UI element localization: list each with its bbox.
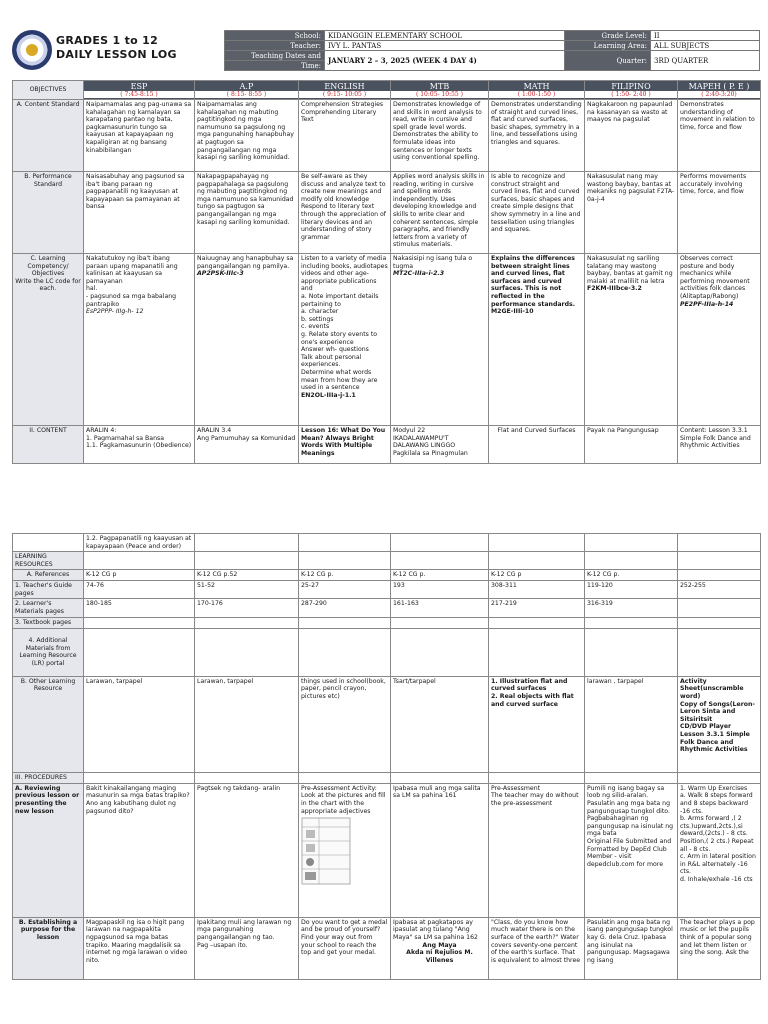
cell: 287-290 [299,599,391,618]
area-value: ALL SUBJECTS [651,41,760,51]
quarter-label: Quarter: [565,51,651,71]
quarter-value: 3RD QUARTER [651,51,760,71]
cell [585,628,678,676]
cell: Demonstrates knowledge of and skills in word analysis to read, write in cursive and spell grade level words. Demonstrates the ability to formulate ideas into sentences or longer texts using conventional spelling. [391,100,489,172]
title-line-1: GRADES 1 to 12 [56,34,159,47]
cell: 316-319 [585,599,678,618]
dates-value: JANUARY 2 – 3, 2025 (WEEK 4 DAY 4) [325,51,565,71]
cell: Ipakitang muli ang larawan ng mga pangunahing pangangailangan ng tao. Pag –usapan ito. [195,917,299,979]
school-label: School: [225,31,325,41]
cell: Comprehension Strategies Comprehending Literary Text [299,100,391,172]
cell: Payak na Pangungusap [585,426,678,464]
cell: Content: Lesson 3.3.1 Simple Folk Dance and Rhythmic Activities [678,426,761,464]
additional-materials-label: 4. Additional Materials from Learning Resource (LR) portal [13,628,84,676]
cell: Ipabasa at pagkatapos ay ipasulat ang tulang "Ang Maya" sa LM sa pahina 162 Ang Maya Akda ni Rejulios M. Villenes [391,917,489,979]
cell [585,772,678,783]
other-resources-label: B. Other Learning Resource [13,676,84,772]
cell [195,618,299,629]
cell: Lesson 16: What Do You Mean? Always Bright Words With Multiple Meanings [299,426,391,464]
col-head-math: MATH ( 1:00-1:50 ) [489,81,585,100]
cell: 170-176 [195,599,299,618]
learners-materials-label: 2. Learner's Materials pages [13,599,84,618]
cell: Larawan, tarpapel [84,676,195,772]
cell: Pre-Assessment The teacher may do without the pre-assessment [489,783,585,917]
cell [678,552,761,570]
cell [391,534,489,552]
teacher-label: Teacher: [225,41,325,51]
cell: Be self-aware as they discuss and analyze text to create new meanings and modify old knowledge Respond to literary text through the appreciation of literary devices and an understanding of story grammar [299,172,391,254]
cell: Magpapaskil ng isa o higit pang larawan na nagpapakita ngpagsunod sa mga batas trapiko. Maaring magdalisik sa internet ng mga larawan o video nito. [84,917,195,979]
dates-label: Teaching Dates and [225,51,325,61]
col-head-mapeh: MAPEH ( P. E ) ( 2:40-3:20) [678,81,761,100]
poem-author: Akda ni Rejulios M. Villenes [406,949,473,964]
cell: Pre-Assessment Activity: Look at the pictures and fill in the chart with the appropriate adjectives [299,783,391,917]
cell [585,534,678,552]
cell: Performs movements accurately involving time, force, and flow [678,172,761,254]
cell: Larawan, tarpapel [195,676,299,772]
cell: Pasulatin ang mga bata ng isang pangungusap tungkol kay G. dela Cruz. Ipabasa ang isinulat na pangungusap. Magsagawa ng isang [585,917,678,979]
cell [678,534,761,552]
cell [391,618,489,629]
cell: Nakasisipi ng isang tula o tugma MT2C-IIIa-i-2.3 [391,254,489,426]
cell: Nakasusulat ng sariling talatang may wastong baybay, bantas at gamit ng malaki at maliliit na letra F2KM-IIIbce-3.2 [585,254,678,426]
cell: Nagkakaroon ng papaunlad na kasanayan sa wasto at maayos na pagsulat [585,100,678,172]
header-info-table [224,30,760,71]
lesson-table-page-2 [12,533,761,980]
cell [299,552,391,570]
cell: 119-120 [585,580,678,598]
cell: Demonstrates understanding of straight and curved lines, flat and curved surfaces, basic shapes, symmetry in a line, and tessellations using triangles and squares. [489,100,585,172]
references-label: A. References [13,570,84,581]
cell [299,628,391,676]
teacher-value: IVY L. PANTAS [325,41,565,51]
textbook-pages-label: 3. Textbook pages [13,618,84,629]
cell [585,618,678,629]
cell: Nakasusulat nang may wastong baybay, bantas at mekaniks ng pagsulat F2TA-0a-j-4 [585,172,678,254]
learning-resources-label: LEARNING RESOURCES [13,552,84,570]
cell [489,628,585,676]
cell: The teacher plays a pop music or let the pupils think of a popular song and let them listen or sing the song. Ask the [678,917,761,979]
cell: K-12 CG p.52 [195,570,299,581]
cell [391,628,489,676]
cell: K-12 CG p. [299,570,391,581]
cell [585,552,678,570]
cell: Flat and Curved Surfaces [489,426,585,464]
cell [84,772,195,783]
row-label-learning-competency [13,254,84,426]
lesson-table-page-1 [12,80,761,464]
cell: larawan , tarpapel [585,676,678,772]
adjectives-chart-image [301,817,351,885]
cell [678,628,761,676]
cell: 1. Warm Up Exercises a. Walk 8 steps forward and 8 steps backward -16 cts. b. Arms forward ,( 2 cts.)upward,2cts.),si deward,(2cts.) - 8 cts. Position,( 2 cts.) Repeat all - 8 cts. c. Arm in lateral position in R&L alternately -16 cts. d. Inhale/exhale -16 cts [678,783,761,917]
objectives-heading: OBJECTIVES [13,81,84,100]
cell [678,772,761,783]
page-title [56,34,177,62]
cell [489,772,585,783]
col-head-english: ENGLISH ( 9:15- 10:05 ) [299,81,391,100]
cell: Naiuugnay ang hanapbuhay sa pangangailangan ng pamilya. AP2PSK-IIIc-3 [195,254,299,426]
cell [195,628,299,676]
cell: Observes correct posture and body mechanics while performing movement activities folk dances (Alitaptap/Rabong) PE2PF-IIIa-h-14 [678,254,761,426]
cell: K-12 CG p [489,570,585,581]
teachers-guide-label: 1. Teacher's Guide pages [13,580,84,598]
cell [391,552,489,570]
cell: 217-219 [489,599,585,618]
cell [489,534,585,552]
cell [13,534,84,552]
col-head-esp: ESP ( 7:45-8:15 ) [84,81,195,100]
lc-label: C. Learning Competency/ Objectives [27,255,69,278]
cell [489,618,585,629]
cell: 1.2. Pagpapanatili ng kaayusan at kapayapaan (Peace and order) [84,534,195,552]
cell [195,534,299,552]
cell: Explains the differences between straight lines and curved lines, flat surfaces and curved surfaces. This is not reflected in the performance standards. M2GE-IIIi-10 [489,254,585,426]
cell: ARALIN 4: 1. Pagmamahal sa Bansa 1.1. Pagkamasunurin (Obedience) [84,426,195,464]
cell: Pumili ng isang bagay sa loob ng silid-aralan. Pasulatin ang mga bata ng pangungusap tungkol dito. Pagbabahaginan ng pangungusap na isinulat ng mga bata Original File Submitted and Formatted by DepEd Club Member - visit depedclub.com for more [585,783,678,917]
title-line-2: DAILY LESSON LOG [56,48,177,61]
cell: 180-185 [84,599,195,618]
cell: 74-76 [84,580,195,598]
cell [678,570,761,581]
cell: Is able to recognize and construct straight and curved lines, flat and curved surfaces, basic shapes and create simple designs that show symmetry in a line and tessellation using triangles and squares. [489,172,585,254]
cell: Modyul 22 IKADALAWAMPU'T DALAWANG LINGGO Pagkilala sa Pinagmulan [391,426,489,464]
procedures-label: III. PROCEDURES [13,772,84,783]
cell: Do you want to get a medal and be proud of yourself? Find your way out from your school to reach the top and get your medal. [299,917,391,979]
area-label: Learning Area: [565,41,651,51]
cell [84,618,195,629]
time-label: Time: [225,61,325,71]
cell: 25-27 [299,580,391,598]
row-label-performance-standard: B. Performance Standard [13,172,84,254]
cell: 252-255 [678,580,761,598]
cell: Nakapagpapahayag ng pagpapahalaga sa pagsulong ng mabuting pagtitingkod ng mga namumuno sa kamunidad tungo sa pagtugon sa pangangailangan ng mga kasapi ng sariling komunidad. [195,172,299,254]
cell [489,552,585,570]
grade-label: Grade Level: [565,31,651,41]
reviewing-label: A. Reviewing previous lesson or presenting the new lesson [13,783,84,917]
poem-title: Ang Maya [422,941,457,949]
cell: Naipamamalas ang kahalagahan ng mabuting pagtitingkod ng mga namumuno sa pagsulong ng mga pangunahing hanapbuhay at pagtugon sa pangangailangan ng mga kasapi ng sariling komunidad. [195,100,299,172]
col-head-filipino: FILIPINO ( 1:50- 2:40 ) [585,81,678,100]
cell [391,772,489,783]
cell: Bakit kinakailangang maging masunurin sa mga batas trapiko? Ano ang kabutihang dulot ng pagsunod dito? [84,783,195,917]
deped-seal-icon [12,30,52,70]
cell: 1. Illustration flat and curved surfaces 2. Real objects with flat and curved surface [489,676,585,772]
cell: 161-163 [391,599,489,618]
cell [299,618,391,629]
cell: Tsart/tarpapel [391,676,489,772]
col-head-mtb: MTB ( 10:05- 10:55 ) [391,81,489,100]
cell [678,599,761,618]
grade-value: II [651,31,760,41]
col-head-ap: A.P ( 8:15- 8:55 ) [195,81,299,100]
cell: Nakatutukoy ng iba't ibang paraan upang mapanatili ang kalinisan at kaayusan sa pamayanan hal. - pagsunod sa mga babalang pantrapiko EsP2PPP- IIIg-h- 12 [84,254,195,426]
school-value: KIDANGGIN ELEMENTARY SCHOOL [325,31,565,41]
cell: Activity Sheet(unscramble word) Copy of Songs(Leron-Leron Sinta and Sitsiritsit CD/DVD Player Lesson 3.3.1 Simple Folk Dance and Rhythmic Activities [678,676,761,772]
header [12,30,760,70]
cell: "Class, do you know how much water there is on the surface of the earth?" Water covers seventy-one percent of the earth's surface. That is equivalent to almost three [489,917,585,979]
cell: Naisasabuhay ang pagsunod sa iba't ibang paraan ng pagpapanatili ng kaayusan at kapayapaan sa pamayanan at bansa [84,172,195,254]
cell: K-12 CG p [84,570,195,581]
cell: Demonstrates understanding of movement in relation to time, force and flow [678,100,761,172]
cell: Pagtsek ng takdang- aralin [195,783,299,917]
cell: 193 [391,580,489,598]
cell: things used in school(book, paper, pencil crayon, pictures etc) [299,676,391,772]
cell: Applies word analysis skills in reading, writing in cursive and spelling words independently. Uses developing knowledge and skills to write clear and coherent sentences, simple paragraphs, and friendly letters from a variety of stimulus materials. [391,172,489,254]
row-label-content: II. CONTENT [13,426,84,464]
row-label-content-standard: A. Content Standard [13,100,84,172]
cell [195,772,299,783]
cell [84,552,195,570]
cell: Ipabasa muli ang mga salita sa LM sa pahina 161 [391,783,489,917]
cell: ARALIN 3.4 Ang Pamumuhay sa Komunidad [195,426,299,464]
cell [299,534,391,552]
establishing-purpose-label: B. Establishing a purpose for the lesson [13,917,84,979]
cell [84,628,195,676]
cell [299,772,391,783]
cell: 51-52 [195,580,299,598]
cell: K-12 CG p. [391,570,489,581]
cell: K-12 CG p. [585,570,678,581]
cell: Listen to a variety of media including books, audiotapes videos and other age-appropriate publications and a. Note important details pertaining to a. character b. settings c. events g. Relate story events to one's experience Answer wh- questions Talk about personal experiences. Determine what words mean from how they are used in a sentence EN2OL-IIIa-j-1.1 [299,254,391,426]
lc-sublabel: Write the LC code for each. [15,277,81,293]
cell [195,552,299,570]
cell: 308-311 [489,580,585,598]
cell [678,618,761,629]
cell: Naipamamalas ang pag-unawa sa kahalagahan ng kamalayan sa karapatang pantao ng bata, pagkamasunurin tungo sa kaayusan at kapayapaan ng kapaligiran at ng bansang kinabibilangan [84,100,195,172]
